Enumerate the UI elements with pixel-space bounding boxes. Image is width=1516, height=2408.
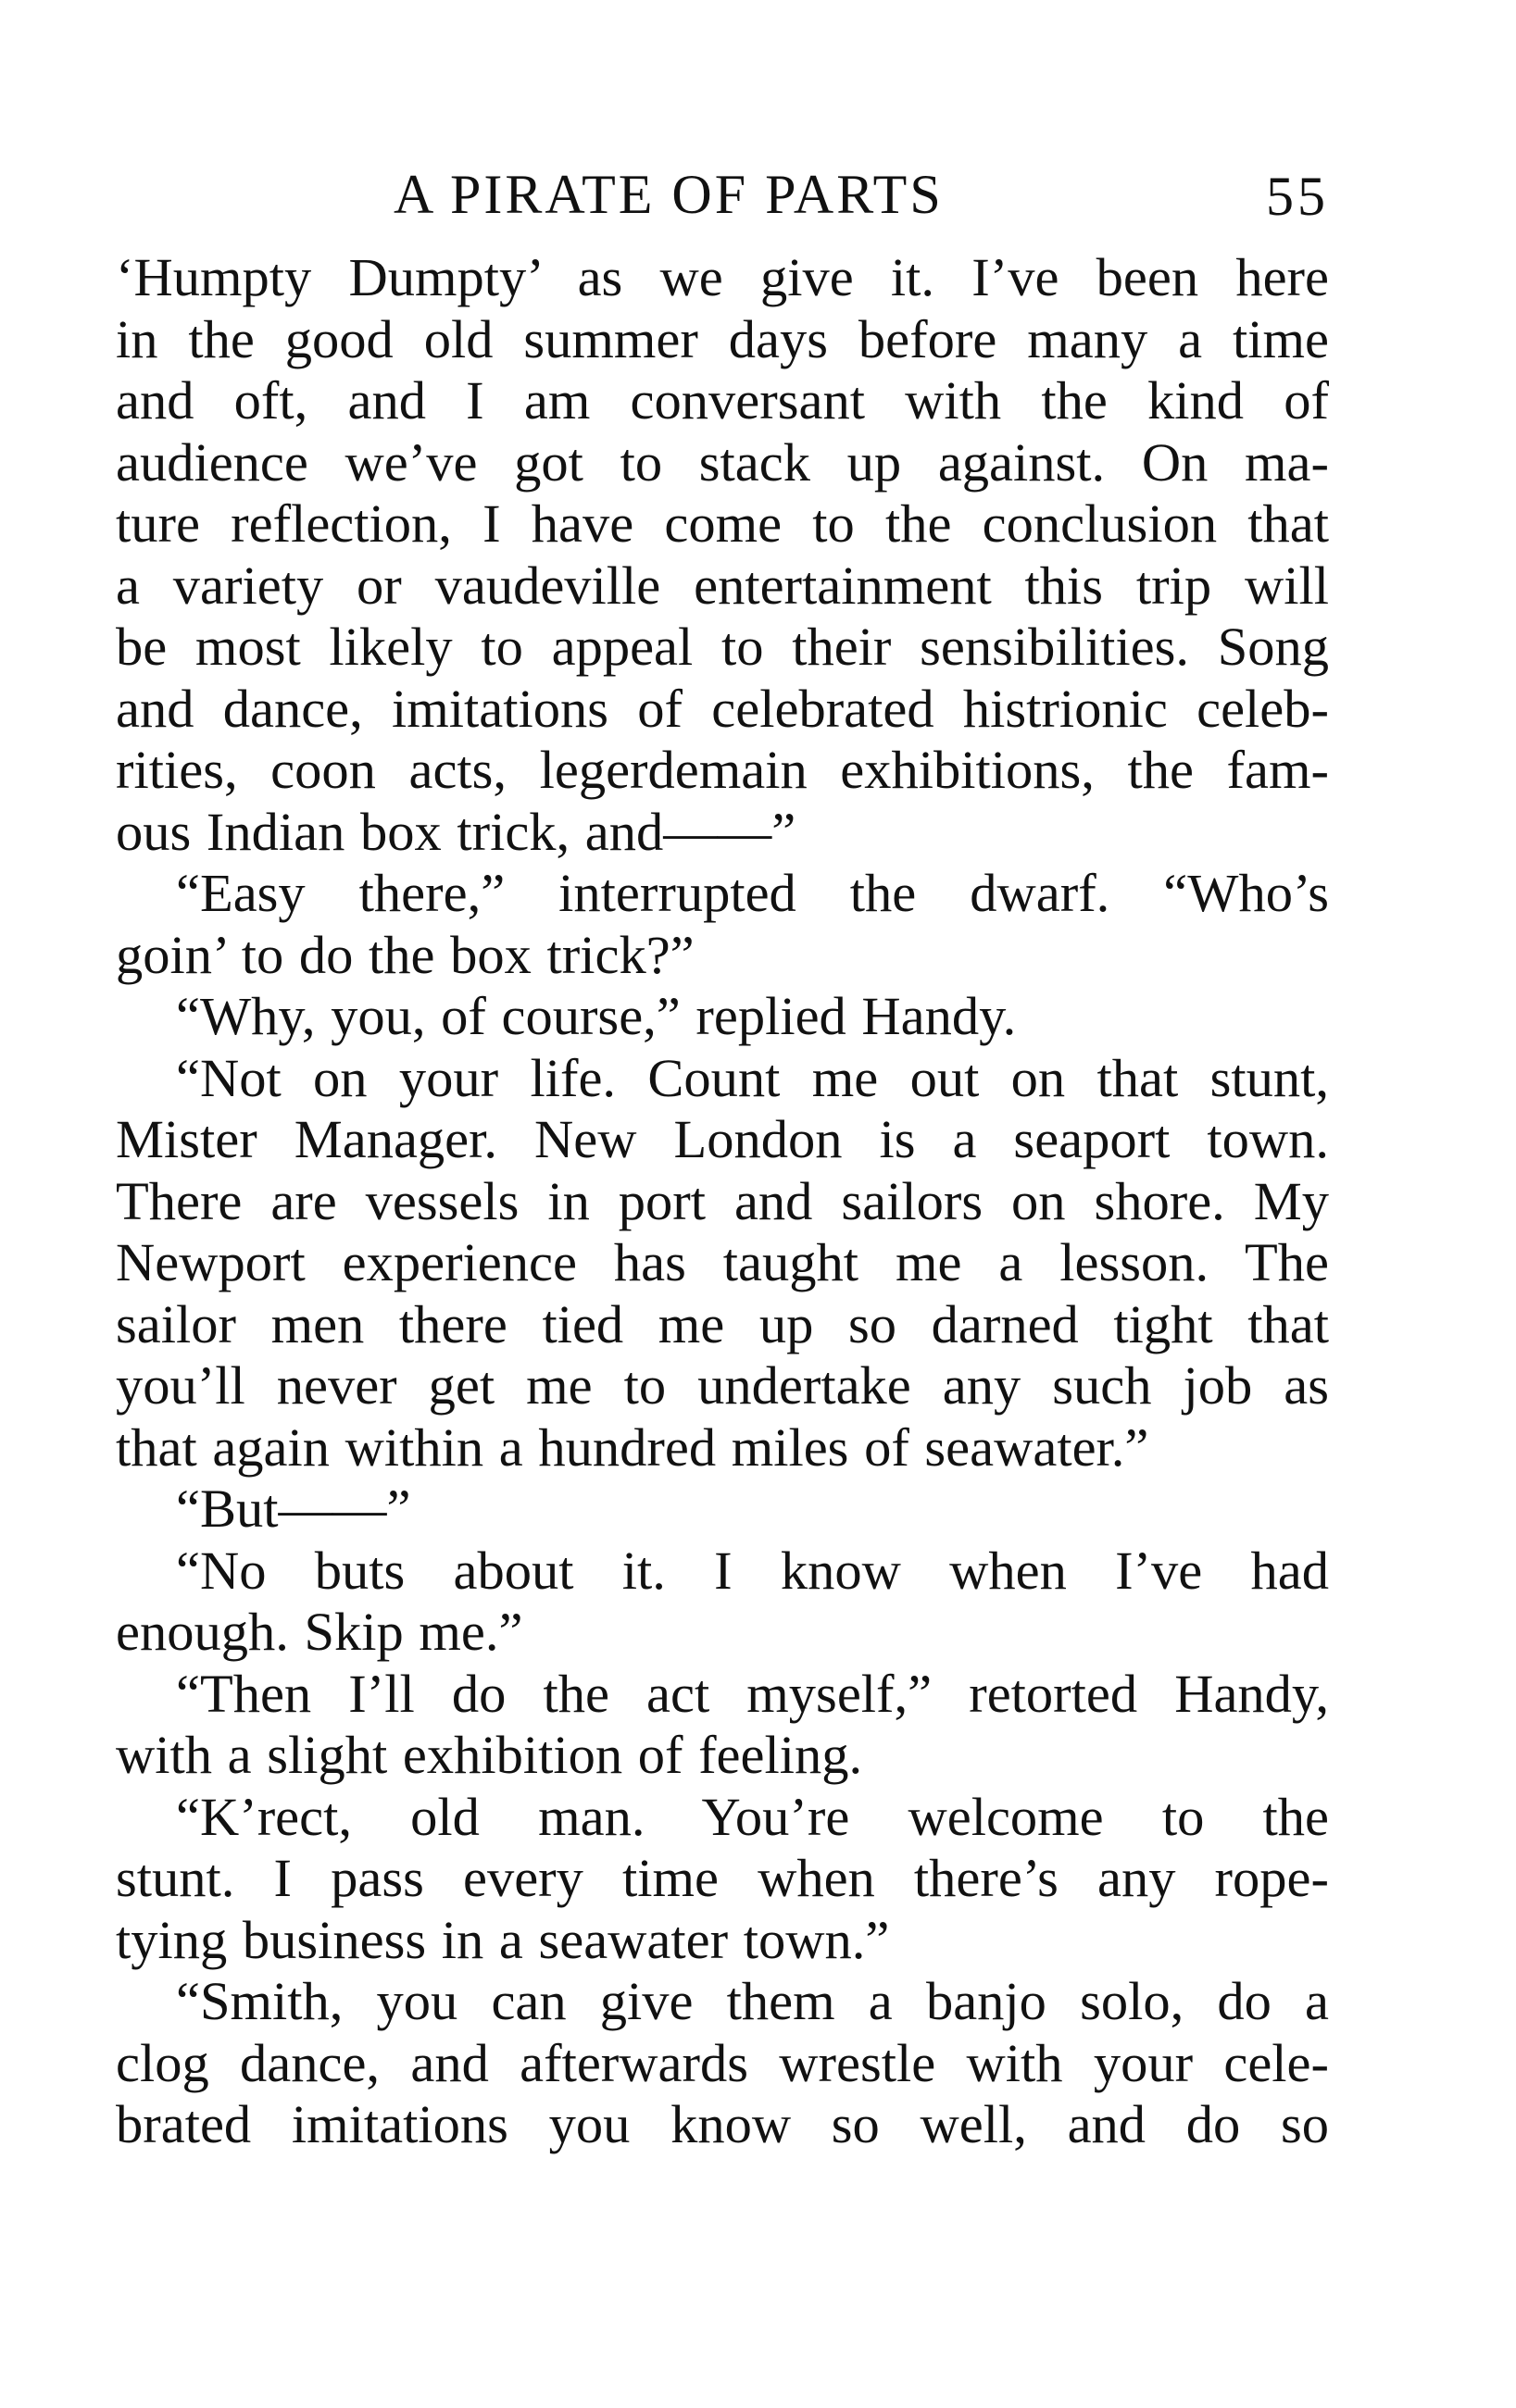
text-line: “Not on your life. Count me out on that stunt, [176,1047,1329,1108]
text-line: ous Indian box trick, and——” [116,801,796,862]
text-line: in the good old summer days before many a time [116,308,1329,369]
text-line: “Why, you, of course,” replied Handy. [176,986,1017,1046]
text-line: clog dance, and afterwards wrestle with your cele- [116,2032,1329,2093]
text-line: rities, coon acts, legerdemain exhibitions, the fam- [116,740,1329,800]
text-line: with a slight exhibition of feeling. [116,1725,863,1785]
book-page [116,157,1329,2156]
text-line: ‘Humpty Dumpty’ as we give it. I’ve been here [116,247,1329,307]
text-line: stunt. I pass every time when there’s any rope- [116,1848,1329,1908]
text-line: “K’rect, old man. You’re welcome to the [176,1786,1329,1847]
text-line: sailor men there tied me up so darned tight that [116,1293,1329,1354]
body-text [116,247,1329,2156]
running-head: A PIRATE OF PARTS [394,164,944,225]
text-line: tying business in a seawater town.” [116,1909,890,1970]
page-number: 55 [1266,166,1329,227]
text-line: and dance, imitations of celebrated histrionic celeb- [116,678,1329,739]
text-line: Newport experience has taught me a lesson. The [116,1232,1329,1292]
page-header [116,157,1329,231]
text-line: Mister Manager. New London is a seaport town. [116,1109,1329,1169]
text-line: “No buts about it. I know when I’ve had [176,1540,1329,1601]
text-line: “Easy there,” interrupted the dwarf. “Who’s [176,863,1329,923]
text-line: audience we’ve got to stack up against. On ma- [116,431,1329,493]
text-line: “Then I’ll do the act myself,” retorted Handy, [176,1663,1329,1724]
text-line: a variety or vaudeville entertainment this trip will [116,555,1329,616]
text-line: be most likely to appeal to their sensibilities. Song [116,617,1329,677]
text-line: you’ll never get me to undertake any such job as [116,1355,1329,1416]
text-line: “But——” [176,1478,411,1539]
text-line: ture reflection, I have come to the conclusion that [116,493,1329,554]
text-line: that again within a hundred miles of seawater.” [116,1416,1149,1478]
text-line: and oft, and I am conversant with the kind of [116,370,1329,430]
text-line: brated imitations you know so well, and do so [116,2094,1329,2154]
text-line: “Smith, you can give them a banjo solo, do a [176,1971,1329,2031]
text-line: There are vessels in port and sailors on shore. My [116,1170,1329,1231]
text-line: enough. Skip me.” [116,1602,523,1662]
text-line: goin’ to do the box trick?” [116,924,695,985]
